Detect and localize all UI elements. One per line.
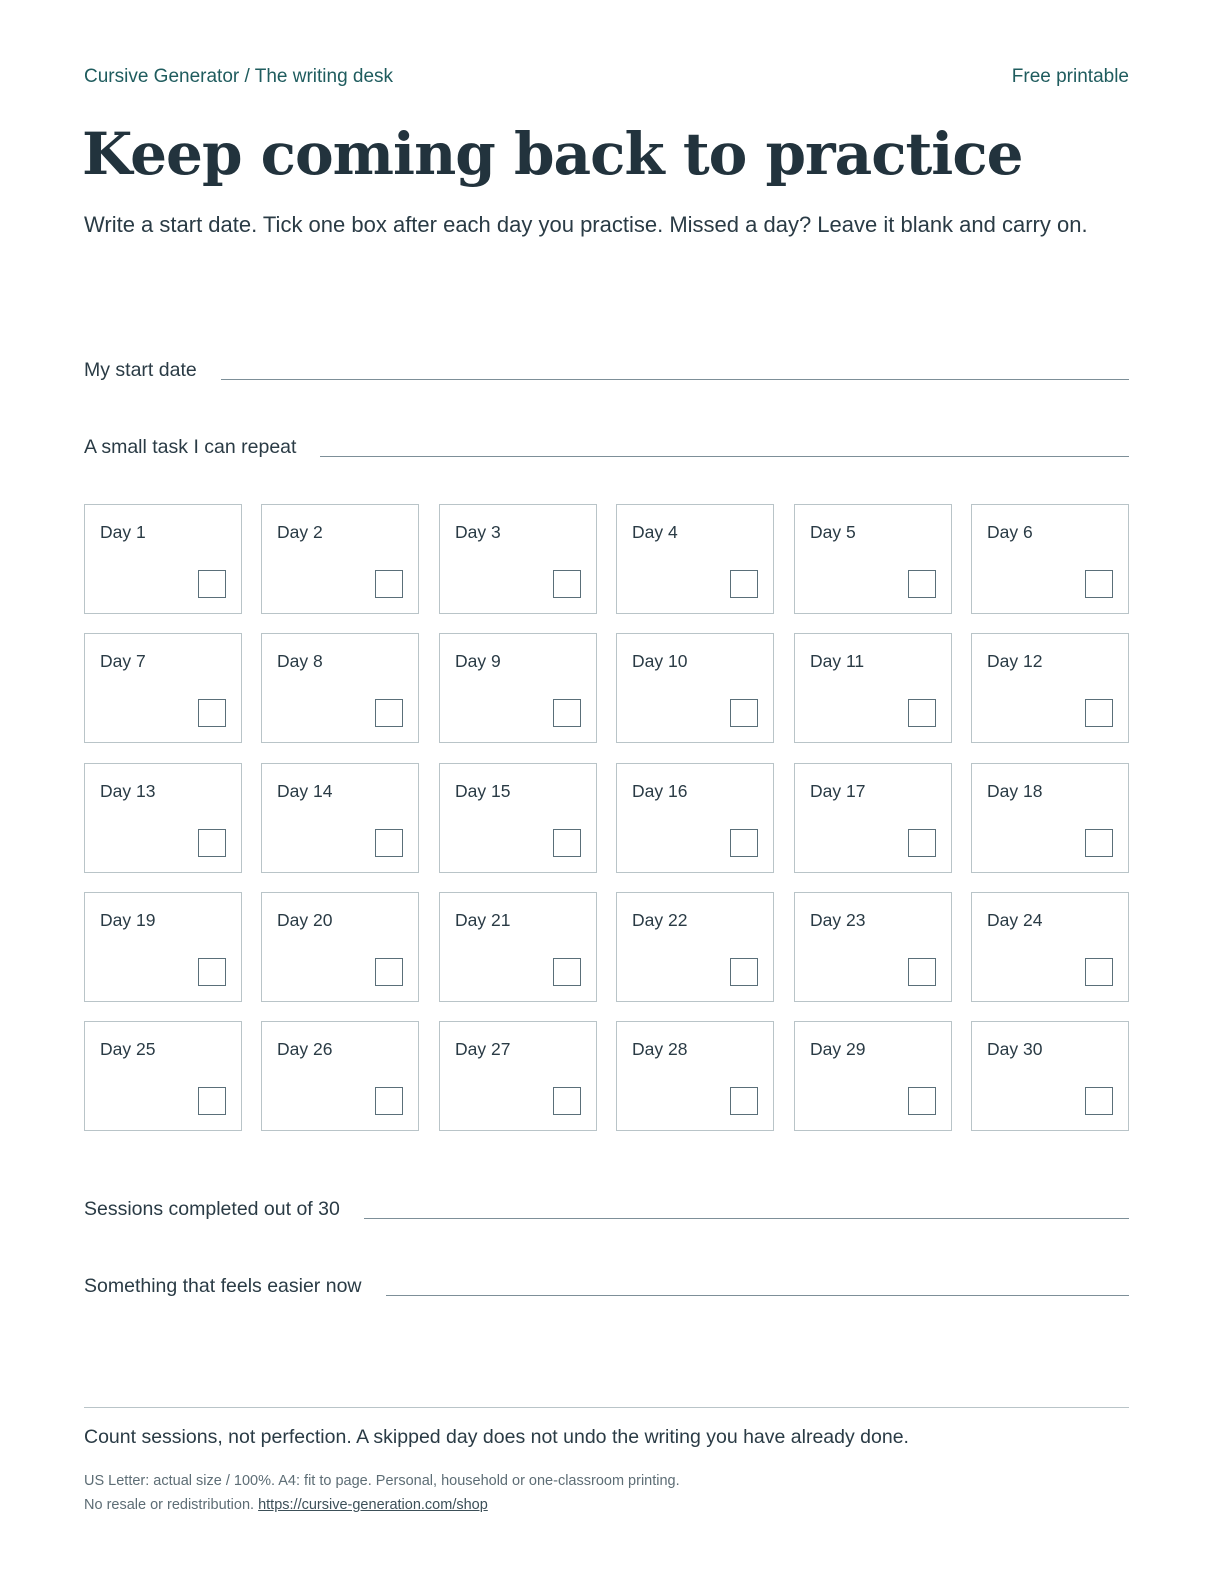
day-checkbox[interactable]	[730, 1087, 758, 1115]
day-label: Day 17	[810, 781, 866, 801]
day-label: Day 14	[277, 781, 333, 801]
day-checkbox[interactable]	[730, 699, 758, 727]
day-cell	[616, 633, 774, 743]
day-cell	[261, 504, 419, 614]
day-label: Day 2	[277, 522, 323, 542]
day-cell	[794, 763, 952, 873]
day-checkbox[interactable]	[375, 958, 403, 986]
sessions-completed-field[interactable]	[84, 1191, 1129, 1221]
day-checkbox[interactable]	[908, 1087, 936, 1115]
small-task-label: A small task I can repeat	[84, 436, 297, 458]
day-cell	[84, 1021, 242, 1131]
day-cell	[971, 763, 1129, 873]
day-label: Day 29	[810, 1039, 866, 1059]
day-label: Day 15	[455, 781, 511, 801]
day-label: Day 21	[455, 910, 511, 930]
day-cell	[84, 763, 242, 873]
day-label: Day 30	[987, 1039, 1043, 1059]
day-cell	[261, 633, 419, 743]
small-task-field[interactable]	[84, 429, 1129, 459]
day-cell	[616, 892, 774, 1002]
start-date-line[interactable]	[221, 379, 1129, 380]
day-checkbox[interactable]	[553, 829, 581, 857]
day-label: Day 20	[277, 910, 333, 930]
day-cell	[971, 892, 1129, 1002]
day-cell	[971, 504, 1129, 614]
day-checkbox[interactable]	[1085, 699, 1113, 727]
small-task-line[interactable]	[320, 456, 1129, 457]
day-checkbox[interactable]	[375, 699, 403, 727]
day-cell	[794, 1021, 952, 1131]
day-label: Day 27	[455, 1039, 511, 1059]
day-label: Day 7	[100, 651, 146, 671]
day-checkbox[interactable]	[198, 1087, 226, 1115]
day-checkbox[interactable]	[375, 570, 403, 598]
day-cell	[439, 1021, 597, 1131]
day-label: Day 11	[810, 651, 865, 671]
day-label: Day 22	[632, 910, 688, 930]
day-checkbox[interactable]	[198, 958, 226, 986]
day-checkbox[interactable]	[375, 1087, 403, 1115]
day-cell	[439, 504, 597, 614]
day-cell	[261, 763, 419, 873]
day-checkbox[interactable]	[553, 570, 581, 598]
day-checkbox[interactable]	[1085, 958, 1113, 986]
day-cell	[794, 504, 952, 614]
day-label: Day 13	[100, 781, 156, 801]
license-text: No resale or redistribution.	[84, 1497, 255, 1513]
day-label: Day 19	[100, 910, 156, 930]
day-checkbox[interactable]	[198, 570, 226, 598]
day-cell	[794, 892, 952, 1002]
day-label: Day 9	[455, 651, 501, 671]
day-checkbox[interactable]	[1085, 570, 1113, 598]
day-label: Day 23	[810, 910, 866, 930]
day-checkbox[interactable]	[198, 829, 226, 857]
day-checkbox[interactable]	[908, 958, 936, 986]
day-checkbox[interactable]	[198, 699, 226, 727]
day-checkbox[interactable]	[375, 829, 403, 857]
day-checkbox[interactable]	[908, 829, 936, 857]
day-label: Day 18	[987, 781, 1043, 801]
day-cell	[616, 763, 774, 873]
day-cell	[971, 1021, 1129, 1131]
day-label: Day 4	[632, 522, 678, 542]
day-cell	[616, 1021, 774, 1131]
sessions-completed-label: Sessions completed out of 30	[84, 1198, 340, 1220]
day-checkbox[interactable]	[553, 958, 581, 986]
day-label: Day 26	[277, 1039, 333, 1059]
day-cell	[261, 892, 419, 1002]
day-checkbox[interactable]	[730, 829, 758, 857]
day-checkbox[interactable]	[730, 570, 758, 598]
day-cell	[84, 892, 242, 1002]
day-cell	[971, 633, 1129, 743]
day-label: Day 5	[810, 522, 856, 542]
day-checkbox[interactable]	[1085, 829, 1113, 857]
day-cell	[84, 504, 242, 614]
sessions-completed-line[interactable]	[364, 1218, 1129, 1219]
day-label: Day 3	[455, 522, 501, 542]
day-label: Day 8	[277, 651, 323, 671]
page-header	[84, 66, 1129, 92]
license-line	[84, 1497, 488, 1513]
day-label: Day 1	[100, 522, 146, 542]
day-label: Day 25	[100, 1039, 156, 1059]
start-date-label: My start date	[84, 359, 197, 381]
day-cell	[439, 892, 597, 1002]
start-date-field[interactable]	[84, 352, 1129, 382]
day-cell	[794, 633, 952, 743]
day-checkbox[interactable]	[553, 699, 581, 727]
day-cell	[616, 504, 774, 614]
day-cell	[439, 763, 597, 873]
feels-easier-line[interactable]	[386, 1295, 1130, 1296]
feels-easier-label: Something that feels easier now	[84, 1275, 362, 1297]
footer-note: Count sessions, not perfection. A skipped day does not undo the writing you have already done.	[84, 1426, 909, 1448]
day-cell	[261, 1021, 419, 1131]
print-instructions: US Letter: actual size / 100%. A4: fit to page. Personal, household or one-classroom printing.	[84, 1473, 680, 1489]
day-checkbox[interactable]	[553, 1087, 581, 1115]
day-label: Day 28	[632, 1039, 688, 1059]
day-label: Day 24	[987, 910, 1043, 930]
day-checkbox[interactable]	[908, 570, 936, 598]
shop-link[interactable]: https://cursive-generation.com/shop	[258, 1497, 488, 1513]
day-label: Day 6	[987, 522, 1033, 542]
day-cell	[84, 633, 242, 743]
day-label: Day 16	[632, 781, 688, 801]
free-printable-badge: Free printable	[1011, 66, 1129, 87]
brand-breadcrumb[interactable]: Cursive Generator / The writing desk	[84, 66, 394, 87]
day-tracker-grid	[84, 504, 1129, 1131]
intro-text: Write a start date. Tick one box after each day you practise. Missed a day? Leave it blank and carry on.	[84, 212, 1088, 237]
feels-easier-field[interactable]	[84, 1268, 1129, 1298]
page-title: Keep coming back to practice	[82, 120, 1023, 188]
day-checkbox[interactable]	[1085, 1087, 1113, 1115]
day-label: Day 12	[987, 651, 1043, 671]
day-checkbox[interactable]	[730, 958, 758, 986]
day-cell	[439, 633, 597, 743]
day-label: Day 10	[632, 651, 688, 671]
footer-divider	[84, 1407, 1129, 1408]
day-checkbox[interactable]	[908, 699, 936, 727]
